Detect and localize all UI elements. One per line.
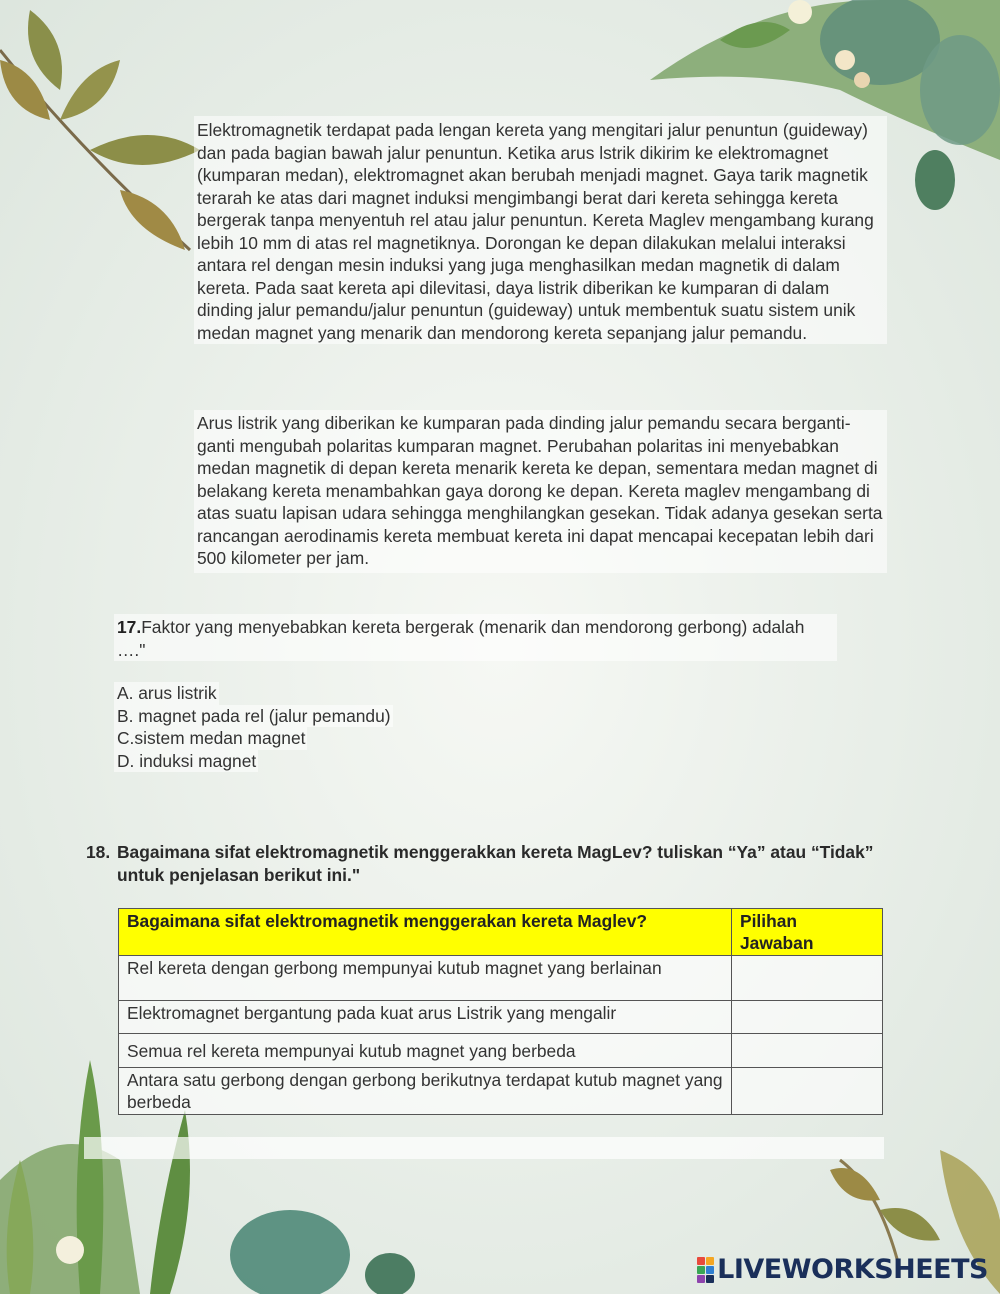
brand-name: LIVEWORKSHEETS: [717, 1254, 988, 1285]
row-1-statement: Rel kereta dengan gerbong mempunyai kutub magnet yang berlainan: [119, 956, 732, 1001]
table-row: [119, 1034, 883, 1068]
bottom-blank-bar: [84, 1137, 884, 1159]
table-row: [119, 1001, 883, 1034]
row-3-answer-input[interactable]: [732, 1034, 883, 1068]
passage-paragraph-1: Elektromagnetik terdapat pada lengan kereta yang mengitari jalur penuntun (guideway) dan pada bagian bawah jalur penuntun. Ketika arus lstrik dikirim ke elektromagnet (kumparan medan), elektromagnet akan berubah menjadi magnet. Gaya tarik magnetik terarah ke atas dari magnet induksi mengimbangi berat dari kereta sehingga kereta bergerak tanpa menyentuh rel atau jalur penuntun. Kereta Maglev mengambang kurang lebih 10 mm di atas rel magnetiknya. Dorongan ke depan dilakukan melalui interaksi antara rel dengan mesin induksi yang juga menghasilkan medan magnetik di dalam kereta. Pada saat kereta api dilevitasi, daya listrik diberikan ke kumparan di dalam dinding jalur pemandu/jalur penuntun (guideway) untuk membentuk suatu sistem unik medan magnet yang menarik dan mendorong kereta sepanjang jalur pemandu.: [194, 116, 887, 344]
row-3-statement: Semua rel kereta mempunyai kutub magnet yang berbeda: [119, 1034, 732, 1068]
answer-table-header: [119, 909, 883, 956]
question-18: [86, 841, 876, 886]
row-4-answer-input[interactable]: [732, 1068, 883, 1115]
question-17-text: Faktor yang menyebabkan kereta bergerak (menarik dan mendorong gerbong) adalah ….": [117, 617, 805, 660]
row-4-statement: Antara satu gerbong dengan gerbong berikutnya terdapat kutub magnet yang berbeda: [119, 1068, 732, 1115]
table-row: [119, 956, 883, 1001]
option-d[interactable]: D. induksi magnet: [114, 750, 258, 773]
header-statement: Bagaimana sifat elektromagnetik menggerakan kereta Maglev?: [119, 909, 732, 956]
row-2-statement: Elektromagnet bergantung pada kuat arus Listrik yang mengalir: [119, 1001, 732, 1034]
answer-table: [118, 908, 883, 1115]
option-c[interactable]: C.sistem medan magnet: [114, 727, 307, 750]
liveworksheets-logo-icon: [697, 1257, 714, 1283]
passage-paragraph-2: Arus listrik yang diberikan ke kumparan pada dinding jalur pemandu secara berganti-ganti mengubah polaritas kumparan magnet. Perubahan polaritas ini menyebabkan medan magnetik di depan kereta menarik kereta ke depan, sementara medan magnet di belakang kereta menambahkan gaya dorong ke depan. Kereta maglev mengambang di atas suatu lapisan udara sehingga menghilangkan gesekan. Tidak adanya gesekan serta rancangan aerodinamis kereta membuat kereta ini dapat mencapai kecepatan lebih dari 500 kilometer per jam.: [194, 410, 887, 573]
liveworksheets-logo[interactable]: [697, 1254, 988, 1285]
table-row: [119, 1068, 883, 1115]
question-17: [114, 614, 837, 661]
row-2-answer-input[interactable]: [732, 1001, 883, 1034]
question-18-text: Bagaimana sifat elektromagnetik menggerakkan kereta MagLev? tuliskan “Ya” atau “Tidak” untuk penjelasan berikut ini.": [117, 842, 874, 885]
question-18-number: 18.: [86, 842, 111, 862]
question-17-options: [114, 682, 393, 772]
row-1-answer-input[interactable]: [732, 956, 883, 1001]
option-b[interactable]: B. magnet pada rel (jalur pemandu): [114, 705, 393, 728]
option-a[interactable]: A. arus listrik: [114, 682, 219, 705]
question-17-number: 17.: [117, 617, 142, 637]
header-answer: Pilihan Jawaban: [732, 909, 883, 956]
